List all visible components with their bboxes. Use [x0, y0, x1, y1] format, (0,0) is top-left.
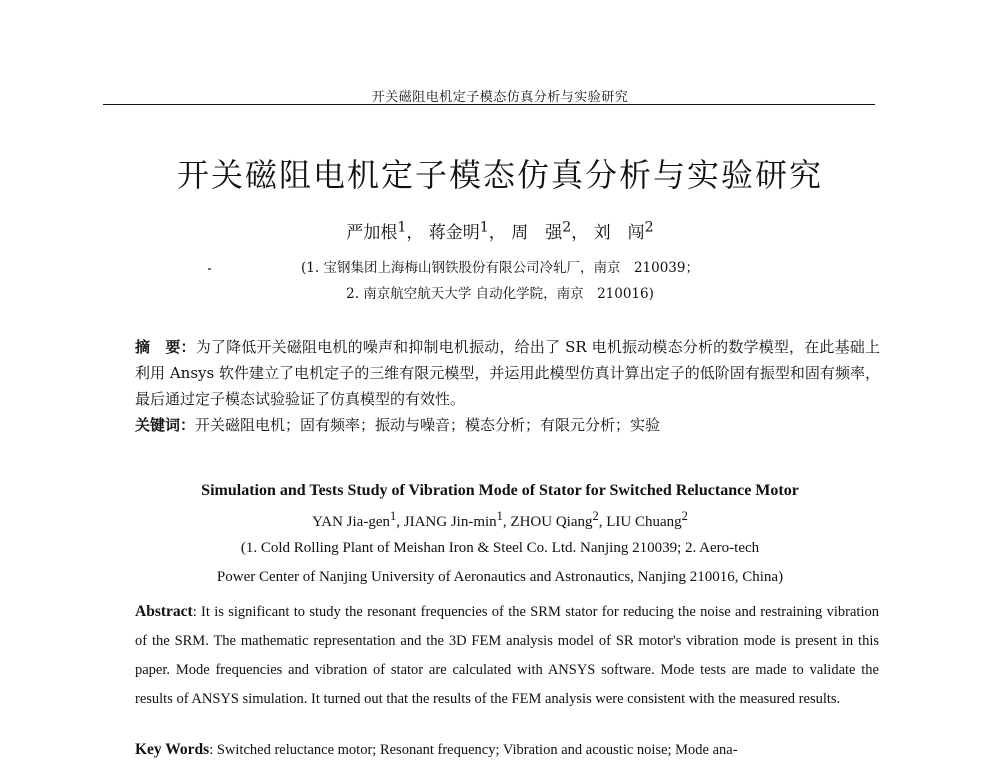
- title-en: Simulation and Tests Study of Vibration Mode of Stator for Switched Reluctance Motor: [201, 482, 799, 499]
- author-name: 周 强: [511, 223, 563, 243]
- authors-cn: 严加根$^1$， 蒋金明$^1$， 周 强$^2$， 刘 闯$^2$: [346, 219, 654, 243]
- scan-speck: [208, 268, 211, 270]
- abstract-cn-text: 为了降低开关磁阻电机的噪声和抑制电机振动，给出了 SR 电机振动模态分析的数学模型，在此基础上利用 Ansys 软件建立了电机定子的三维有限元模型，并运用此模型仿真计算出定子的低阶固有振型和固有频率，最后通过定子模态试验验证了仿真模型的有效性。: [135, 338, 880, 408]
- affiliation-en: Power Center of Nanjing University of Aeronautics and Astronautics, Nanjing 210016, China): [216, 569, 784, 585]
- abstract-cn-label: 摘 要：: [135, 338, 196, 356]
- abstract-cn: [135, 334, 880, 438]
- affiliation-cn: (1. 宝钢集团上海梅山钢铁股份有限公司冷轧厂，南京 210039；: [301, 260, 699, 276]
- header-rule: [103, 104, 875, 105]
- author-sup-en: 2: [592, 509, 599, 523]
- author-name-en: JIANG Jin-min: [403, 514, 497, 530]
- abstract-en: [135, 597, 879, 714]
- author-name: 刘 闯: [593, 223, 645, 243]
- keywords-cn-label: 关键词：: [135, 416, 196, 434]
- author-sup: 2: [562, 219, 572, 236]
- author-name-en: LIU Chuang: [606, 514, 682, 530]
- author-sup: 2: [644, 219, 654, 236]
- affiliation-cn: 2. 南京航空航天大学 自动化学院，南京 210016): [346, 286, 654, 302]
- author-name: 蒋金明: [428, 223, 480, 243]
- keywords-en-label: Key Words: [135, 741, 210, 758]
- author-sup: 1: [397, 219, 407, 236]
- title-cn: 开关磁阻电机定子模态仿真分析与实验研究: [176, 156, 823, 194]
- keywords-en-text: : Switched reluctance motor; Resonant frequency; Vibration and acoustic noise; Mode ana-: [209, 742, 738, 758]
- affiliation-en: (1. Cold Rolling Plant of Meishan Iron & Steel Co. Ltd. Nanjing 210039; 2. Aero-tech: [240, 540, 760, 556]
- author-name-en: ZHOU Qiang: [510, 514, 593, 530]
- author-name: 严加根: [346, 223, 398, 243]
- abstract-en-text: : It is significant to study the resonant frequencies of the SRM stator for reducing the noise and restraining vibration of the SRM. The mathematic representation and the 3D FEM analysis model of SR motor's vibration mode is present in this paper. Mode frequencies and vibration of stator are calculated with ANSYS software. Mode tests are made to validate the results of ANSYS simulation. It turned out that the results of the FEM analysis were consistent with the measured results.: [135, 604, 879, 707]
- author-sup-en: 2: [681, 509, 688, 523]
- authors-en: YAN Jia-gen$^1$, JIANG Jin-$\min^1$, ZHOU Qiang$^2$, LIU Chuang$^2$: [312, 509, 688, 530]
- abstract-en-label: Abstract: [135, 603, 193, 620]
- author-sup-en: 1: [390, 509, 397, 523]
- author-name-en: YAN Jia-gen: [312, 514, 390, 530]
- author-sup: 1: [479, 219, 489, 236]
- running-head: 开关磁阻电机定子模态仿真分析与实验研究: [371, 90, 629, 105]
- keywords-cn-text: 开关磁阻电机；固有频率；振动与噪音；模态分析；有限元分析；实验: [195, 416, 661, 434]
- keywords-en: [135, 741, 895, 759]
- author-sup-en: 1: [496, 509, 503, 523]
